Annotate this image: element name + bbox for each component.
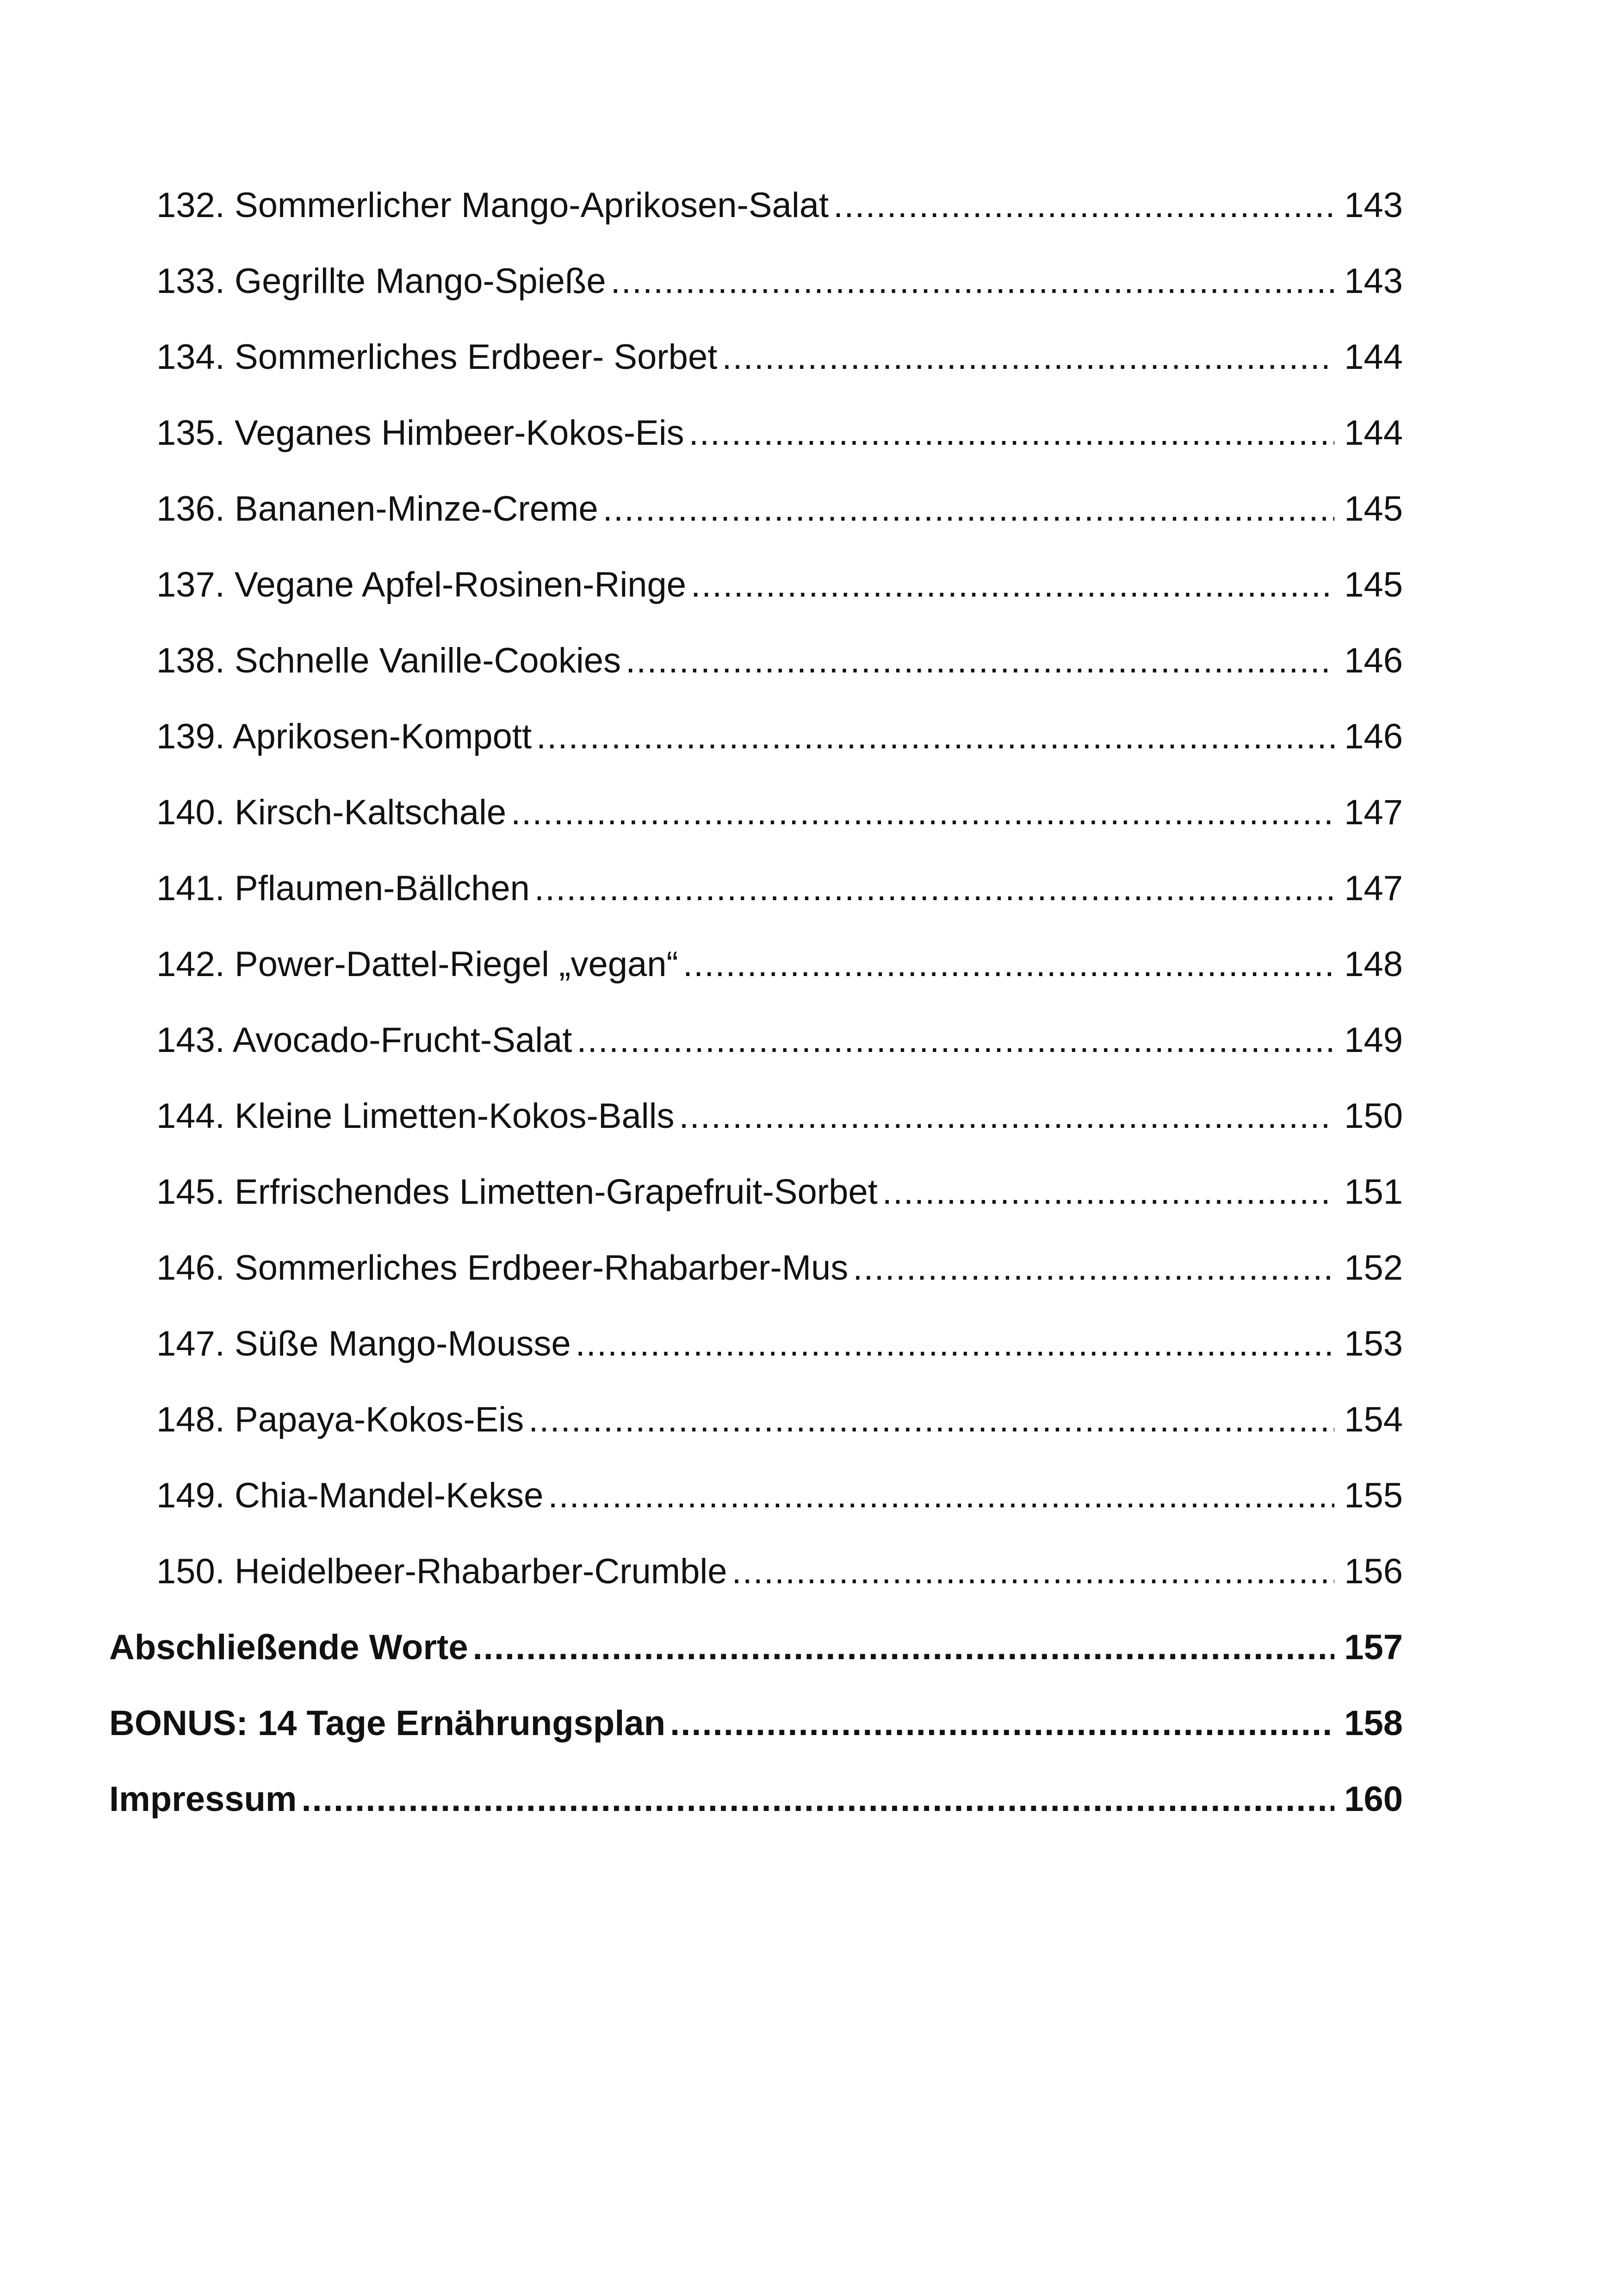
toc-entry-144[interactable] <box>0 1078 1403 1154</box>
toc-page-number: 152 <box>1344 1248 1403 1288</box>
toc-entry-141[interactable] <box>0 851 1403 927</box>
toc-entry-134[interactable] <box>0 319 1403 395</box>
toc-entry-title: 147. Süße Mango-Mousse <box>156 1324 571 1363</box>
toc-entry-title: 138. Schnelle Vanille-Cookies <box>156 641 621 680</box>
toc-entry-title: 141. Pflaumen-Bällchen <box>156 869 530 908</box>
toc-page-number: 145 <box>1344 565 1403 604</box>
dot-leader <box>548 1478 1334 1513</box>
toc-entry-title: 149. Chia-Mandel-Kekse <box>156 1476 544 1515</box>
dot-leader <box>882 1175 1334 1210</box>
toc-entry-title: 135. Veganes Himbeer-Kokos-Eis <box>156 413 684 453</box>
toc-section-title: BONUS: 14 Tage Ernährungsplan <box>109 1704 666 1743</box>
dot-leader <box>732 1554 1334 1589</box>
dot-leader <box>511 795 1334 830</box>
toc-entry-145[interactable] <box>0 1154 1403 1230</box>
toc-entry-147[interactable] <box>0 1306 1403 1382</box>
toc-page-number: 144 <box>1344 413 1403 453</box>
toc-entry-133[interactable] <box>0 243 1403 319</box>
toc-entry-title: 148. Papaya-Kokos-Eis <box>156 1400 524 1439</box>
dot-leader <box>603 492 1334 527</box>
dot-leader <box>577 1023 1334 1058</box>
dot-leader <box>722 340 1334 375</box>
dot-leader <box>473 1630 1334 1665</box>
toc-page-number: 148 <box>1344 945 1403 984</box>
toc-entry-142[interactable] <box>0 927 1403 1002</box>
toc-page-number: 157 <box>1344 1628 1403 1667</box>
toc-entry-136[interactable] <box>0 471 1403 547</box>
toc-entry-title: 136. Bananen-Minze-Creme <box>156 489 598 529</box>
dot-leader <box>691 567 1334 603</box>
toc-entry-135[interactable] <box>0 395 1403 471</box>
toc-page-number: 158 <box>1344 1704 1403 1743</box>
toc-page-number: 146 <box>1344 641 1403 680</box>
dot-leader <box>528 1402 1334 1437</box>
toc-page-number: 150 <box>1344 1096 1403 1136</box>
toc-entry-title: 133. Gegrillte Mango-Spieße <box>156 261 606 301</box>
toc-entry-title: 132. Sommerlicher Mango-Aprikosen-Salat <box>156 186 829 225</box>
toc-section-abschliessende-worte[interactable] <box>0 1610 1403 1686</box>
dot-leader <box>689 416 1334 451</box>
toc-page-number: 155 <box>1344 1476 1403 1515</box>
toc-page-number: 151 <box>1344 1172 1403 1212</box>
toc-entry-132[interactable] <box>0 168 1403 243</box>
toc-page-number: 154 <box>1344 1400 1403 1439</box>
toc-entry-138[interactable] <box>0 623 1403 699</box>
toc-entry-148[interactable] <box>0 1382 1403 1458</box>
toc-page-number: 149 <box>1344 1020 1403 1060</box>
toc-page-number: 145 <box>1344 489 1403 529</box>
toc-section-bonus[interactable] <box>0 1686 1403 1761</box>
toc-entry-title: 137. Vegane Apfel-Rosinen-Ringe <box>156 565 687 604</box>
dot-leader <box>833 188 1334 223</box>
toc-page-number: 160 <box>1344 1780 1403 1819</box>
toc-section-title: Impressum <box>109 1780 297 1819</box>
toc-page-number: 144 <box>1344 337 1403 377</box>
dot-leader <box>626 643 1334 678</box>
toc-entry-143[interactable] <box>0 1002 1403 1078</box>
dot-leader <box>536 719 1334 754</box>
toc-entry-title: 146. Sommerliches Erdbeer-Rhabarber-Mus <box>156 1248 849 1288</box>
table-of-contents <box>0 168 1618 1837</box>
toc-page-number: 146 <box>1344 717 1403 756</box>
toc-entry-140[interactable] <box>0 775 1403 851</box>
toc-entry-title: 143. Avocado-Frucht-Salat <box>156 1020 572 1060</box>
toc-page-number: 153 <box>1344 1324 1403 1363</box>
toc-section-title: Abschließende Worte <box>109 1628 468 1667</box>
toc-entry-146[interactable] <box>0 1230 1403 1306</box>
toc-entry-title: 144. Kleine Limetten-Kokos-Balls <box>156 1096 675 1136</box>
toc-entry-139[interactable] <box>0 699 1403 775</box>
toc-entry-150[interactable] <box>0 1534 1403 1610</box>
dot-leader <box>611 264 1334 299</box>
toc-entry-title: 142. Power-Dattel-Riegel „vegan“ <box>156 945 678 984</box>
toc-page-number: 147 <box>1344 793 1403 832</box>
dot-leader <box>670 1706 1334 1741</box>
toc-section-impressum[interactable] <box>0 1761 1403 1837</box>
toc-entry-title: 150. Heidelbeer-Rhabarber-Crumble <box>156 1552 727 1591</box>
dot-leader <box>576 1326 1334 1362</box>
toc-page-number: 143 <box>1344 261 1403 301</box>
dot-leader <box>679 1099 1334 1134</box>
toc-entry-149[interactable] <box>0 1458 1403 1534</box>
dot-leader <box>302 1782 1335 1817</box>
toc-entry-137[interactable] <box>0 547 1403 623</box>
dot-leader <box>853 1251 1334 1286</box>
dot-leader <box>534 871 1334 906</box>
toc-entry-title: 140. Kirsch-Kaltschale <box>156 793 507 832</box>
toc-entry-title: 134. Sommerliches Erdbeer- Sorbet <box>156 337 718 377</box>
toc-page-number: 147 <box>1344 869 1403 908</box>
dot-leader <box>683 947 1334 982</box>
toc-entry-title: 139. Aprikosen-Kompott <box>156 717 532 756</box>
toc-entry-title: 145. Erfrischendes Limetten-Grapefruit-Sorbet <box>156 1172 878 1212</box>
toc-page-number: 156 <box>1344 1552 1403 1591</box>
toc-page-number: 143 <box>1344 186 1403 225</box>
